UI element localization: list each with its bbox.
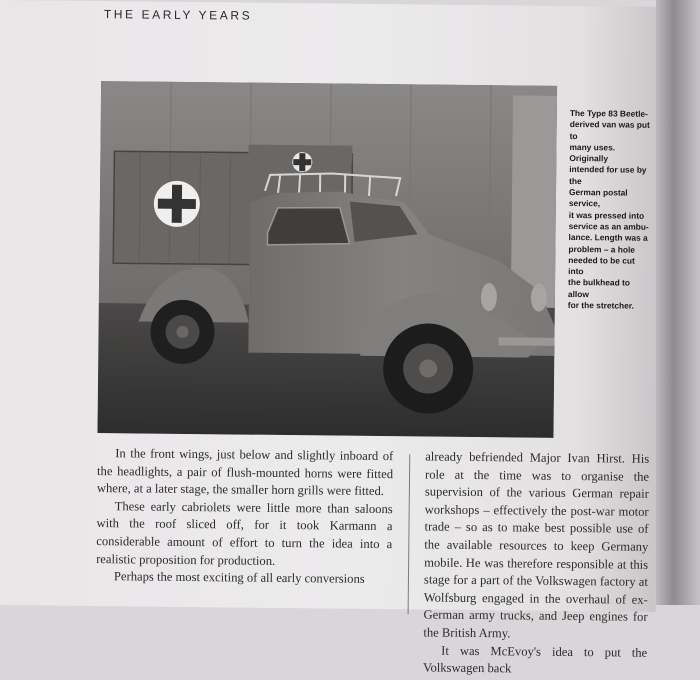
caption-line: German postal service, [569,187,653,210]
ambulance-van-photo [97,81,557,438]
body-column-right [423,448,649,679]
caption-line: it was pressed into [569,210,653,222]
caption-line: the bulkhead to allow [568,277,652,300]
paragraph: Perhaps the most exciting of all early conversions [96,568,392,589]
caption-line: lance. Length was a [568,232,652,244]
paragraph: already befriended Major Ivan Hirst. His role at the time was to organise the supervision of the various German repair workshops – effectively the post-war motor trade – so as to make best possible use of the available resources to keep Germany mobile. He was therefore responsible at this stage for a part of the Volkswagen factory at Wolfsburg engaged in the overhaul of ex-German army trucks, and Jeep engines for the British Army. [423,448,649,644]
caption-line: needed to be cut into [568,255,652,278]
book-gutter [656,0,700,605]
photo-caption [568,108,654,312]
caption-line: for the stretcher. [568,300,652,312]
paragraph: In the front wings, just below and slightly inboard of the headlights, a pair of flush-mounted horns were fitted where, at a later stage, the smaller horn grills were fitted. [97,445,394,501]
caption-line: many uses. Originally [569,142,653,165]
caption-line: intended for use by the [569,164,653,187]
caption-line: service as an ambu- [569,221,653,233]
paragraph: These early cabriolets were little more than saloons with the roof sliced off, for it took Karmann a considerable amount of effort to turn the idea into a realistic proposition for production. [96,498,393,571]
caption-line: The Type 83 Beetle- [570,108,654,120]
column-divider [408,454,411,614]
paragraph: It was McEvoy's idea to put the Volkswagen back [423,642,647,680]
caption-line: derived van was put to [570,119,654,142]
body-column-left [96,445,393,589]
running-header: THE EARLY YEARS [104,7,253,23]
caption-line: problem – a hole [568,244,652,256]
ambulance-van-image [97,81,557,438]
